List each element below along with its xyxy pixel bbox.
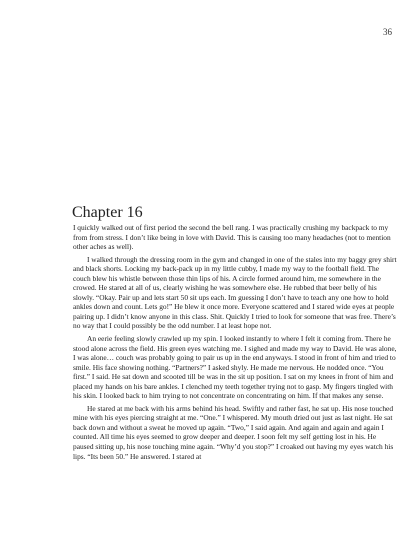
- chapter-title: Chapter 16: [72, 204, 143, 221]
- chapter-body: [73, 223, 398, 464]
- page-number: 36: [383, 27, 392, 37]
- paragraph: I quickly walked out of first period the second the bell rang. I was practically crushing my backpack to my from from stress. I don’t like being in love with David. This is causing too many headaches (not to mention other aches as well).: [73, 223, 391, 252]
- paragraph: I walked through the dressing room in the gym and changed in one of the stales into my baggy grey shirt and black shorts. Locking my back-pack up in my little cubby, I made my way to the football field. The couch blew his whistle between those thin lips of his. A circle formed around him, me somewhere in the crowed. He stared at all of us, clearly wishing he was somewhere else. He rubbed that beer belly of his slowly. “Okay. Pair up and lets start 50 sit ups each. Im guessing I don’t have to teach any one how to hold ankles down and count. Lets go!” He blew it once more. Everyone scattered and I stared wide eyes at people pairing up. I didn’t know anyone in this class. Shit. Quickly I tried to look for someone that was free. There’s no way that I could possibly be the odd number. I at least hope not.: [73, 254, 397, 331]
- paragraph: An eerie feeling slowly crawled up my spin. I looked instantly to where I felt it coming from. There he stood alone across the field. His green eyes watching me. I sighed and made my way to David. He was alone, I was alone… couch was probably going to pair us up in the end anyways. I stood in front of him and tried to smile. His face showing nothing. “Partners?” I asked shyly. He made me nervous. He nodded once. “You first.” I said. He sat down and scooted till be was in the sit up position. I sat on my knees in front of him and placed my hands on his bare ankles. I clenched my teeth together trying not to gasp. My fingers tingled with his skin. I looked back to him trying to not concentrate on concentrating on him. If that makes any sense.: [73, 334, 397, 401]
- paragraph: He stared at me back with his arms behind his head. Swiftly and rather fast, he sat up. His nose touched mine with his eyes piercing straight at me. “One.” I whispered. My mouth dried out just as last night. He sat back down and without a sweat he moved up again. “Two,” I said again. And again and again and again I counted. All time his eyes seemed to grow deeper and deeper. I soon felt my self getting lost in his. He paused sitting up, his nose touching mine again. “Why’d you stop?” I croaked out having my eyes watch his lips. “Its been 50.” He answered. I stared at: [73, 403, 394, 461]
